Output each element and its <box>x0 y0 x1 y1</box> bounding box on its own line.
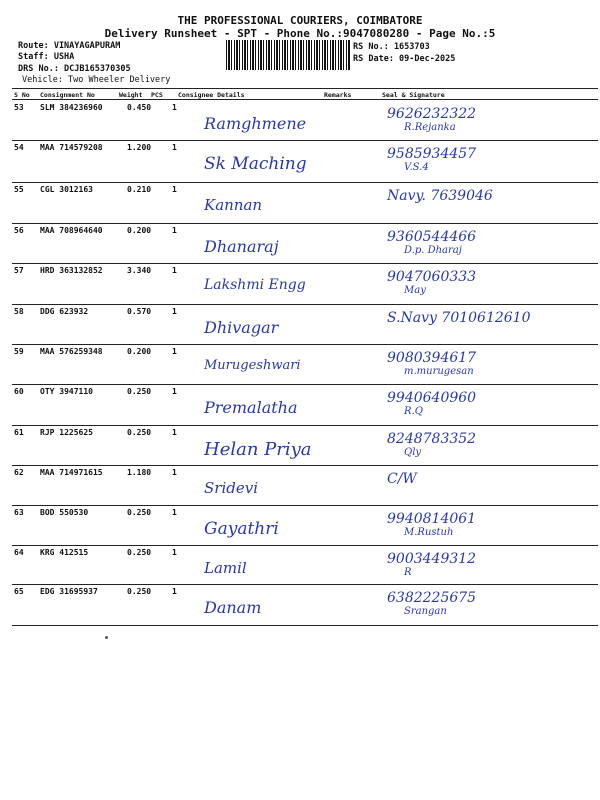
col-remarks: Remarks <box>324 91 352 99</box>
table-row <box>12 384 598 425</box>
drs-number: DRS No.: DCJB165370305 <box>18 64 131 74</box>
consignee-signature: Ramghmene <box>204 114 307 133</box>
seal-signature: 9940640960 <box>387 390 477 406</box>
row-sno: 57 <box>14 266 24 275</box>
col-seal: Seal & Signature <box>382 91 445 99</box>
row-consignment: HRD 363132852 <box>40 266 103 275</box>
row-consignment: SLM 384236960 <box>40 103 103 112</box>
seal-signature: 9585934457 <box>387 146 477 162</box>
row-consignment: RJP 1225625 <box>40 428 93 437</box>
route-label: Route: VINAYAGAPURAM <box>18 41 121 51</box>
barcode-image <box>226 40 350 70</box>
row-pcs: 1 <box>172 103 177 112</box>
table-row <box>12 263 598 304</box>
seal-signature-secondary: R.Rejanka <box>404 122 456 133</box>
vehicle-label: Vehicle: Two Wheeler Delivery <box>22 75 171 85</box>
table-row <box>12 304 598 344</box>
row-pcs: 1 <box>172 587 177 596</box>
consignee-signature: Gayathri <box>204 519 279 539</box>
row-weight: 1.200 <box>127 143 152 152</box>
row-weight: 0.570 <box>127 307 152 316</box>
company-title: THE PROFESSIONAL COURIERS, COIMBATORE <box>177 14 423 27</box>
row-consignment: CGL 3012163 <box>40 185 93 194</box>
row-weight: 0.200 <box>127 347 152 356</box>
seal-signature: 9080394617 <box>387 350 477 366</box>
col-consignee: Consignee Details <box>178 91 245 99</box>
seal-signature: S.Navy 7010612610 <box>387 310 531 326</box>
seal-signature-secondary: Qly <box>404 447 422 458</box>
row-pcs: 1 <box>172 143 177 152</box>
consignee-signature: Murugeshwari <box>204 358 301 373</box>
seal-signature: 9003449312 <box>387 551 477 567</box>
row-pcs: 1 <box>172 347 177 356</box>
row-sno: 56 <box>14 226 24 235</box>
consignee-signature: Dhanaraj <box>204 237 279 256</box>
consignee-signature: Sridevi <box>204 479 258 497</box>
seal-signature: 9626232322 <box>387 106 477 122</box>
consignee-signature: Sk Maching <box>204 154 307 174</box>
seal-signature: 8248783352 <box>387 431 477 447</box>
row-consignment: BOD 550530 <box>40 508 89 517</box>
table-row <box>12 140 598 182</box>
col-consignment: Consignment No <box>40 91 95 99</box>
seal-signature: 9047060333 <box>387 269 477 285</box>
row-consignment: MAA 576259348 <box>40 347 103 356</box>
row-weight: 1.180 <box>127 468 152 477</box>
row-weight: 0.250 <box>127 508 152 517</box>
row-sno: 61 <box>14 428 24 437</box>
row-pcs: 1 <box>172 508 177 517</box>
seal-signature-secondary: Srangan <box>404 606 447 617</box>
table-row <box>12 100 598 140</box>
seal-signature-secondary: V.S.4 <box>404 162 429 173</box>
table-row <box>12 465 598 505</box>
seal-signature: 9940814061 <box>387 511 477 527</box>
row-sno: 65 <box>14 587 24 596</box>
row-sno: 55 <box>14 185 24 194</box>
row-weight: 3.340 <box>127 266 152 275</box>
consignee-signature: Helan Priya <box>204 439 312 460</box>
row-weight: 0.200 <box>127 226 152 235</box>
row-weight: 0.250 <box>127 587 152 596</box>
row-pcs: 1 <box>172 387 177 396</box>
seal-signature: C/W <box>387 471 417 487</box>
row-pcs: 1 <box>172 226 177 235</box>
row-sno: 54 <box>14 143 24 152</box>
table-row <box>12 545 598 584</box>
consignee-signature: Kannan <box>204 196 263 214</box>
stray-mark <box>105 636 108 639</box>
row-consignment: EDG 31695937 <box>40 587 98 596</box>
seal-signature-secondary: May <box>404 285 426 296</box>
row-consignment: KRG 412515 <box>40 548 89 557</box>
seal-signature-secondary: m.murugesan <box>404 366 474 377</box>
seal-signature-secondary: R.Q <box>404 406 423 417</box>
col-weight: Weight <box>119 91 143 99</box>
table-row <box>12 425 598 465</box>
row-weight: 0.450 <box>127 103 152 112</box>
row-weight: 0.250 <box>127 548 152 557</box>
row-sno: 60 <box>14 387 24 396</box>
table-row <box>12 223 598 263</box>
row-sno: 59 <box>14 347 24 356</box>
row-pcs: 1 <box>172 185 177 194</box>
row-consignment: MAA 708964640 <box>40 226 103 235</box>
row-pcs: 1 <box>172 307 177 316</box>
table-row <box>12 344 598 384</box>
table-row <box>12 584 598 625</box>
seal-signature: 9360544466 <box>387 229 477 245</box>
col-pcs: PCS <box>151 91 163 99</box>
consignee-signature: Danam <box>204 598 262 617</box>
row-sno: 62 <box>14 468 24 477</box>
seal-signature: 6382225675 <box>387 590 477 606</box>
consignee-signature: Lakshmi Engg <box>204 277 306 293</box>
seal-signature-secondary: M.Rustuh <box>404 527 454 538</box>
col-sno: S No <box>14 91 30 99</box>
row-weight: 0.210 <box>127 185 152 194</box>
seal-signature-secondary: D.p. Dharaj <box>404 245 462 256</box>
runsheet-subtitle: Delivery Runsheet - SPT - Phone No.:9047080280 - Page No.:5 <box>104 27 496 40</box>
row-weight: 0.250 <box>127 428 152 437</box>
rs-number: RS No.: 1653703 <box>353 42 430 52</box>
row-consignment: OTY 3947110 <box>40 387 93 396</box>
row-pcs: 1 <box>172 468 177 477</box>
rs-date: RS Date: 09-Dec-2025 <box>353 54 456 64</box>
row-sno: 63 <box>14 508 24 517</box>
seal-signature: Navy. 7639046 <box>387 188 493 204</box>
row-consignment: MAA 714971615 <box>40 468 103 477</box>
row-sno: 53 <box>14 103 24 112</box>
table-row <box>12 182 598 223</box>
row-pcs: 1 <box>172 428 177 437</box>
seal-signature-secondary: R <box>404 567 412 578</box>
header-top-rule <box>12 88 598 89</box>
consignee-signature: Premalatha <box>204 398 298 417</box>
row-sno: 64 <box>14 548 24 557</box>
consignee-signature: Dhivagar <box>204 318 279 337</box>
row-pcs: 1 <box>172 266 177 275</box>
row-consignment: DDG 623932 <box>40 307 89 316</box>
consignee-signature: Lamil <box>204 559 247 577</box>
row-sno: 58 <box>14 307 24 316</box>
row-weight: 0.250 <box>127 387 152 396</box>
row-pcs: 1 <box>172 548 177 557</box>
table-row <box>12 505 598 545</box>
staff-label: Staff: USHA <box>18 52 75 62</box>
row-divider <box>12 625 598 626</box>
row-consignment: MAA 714579208 <box>40 143 103 152</box>
